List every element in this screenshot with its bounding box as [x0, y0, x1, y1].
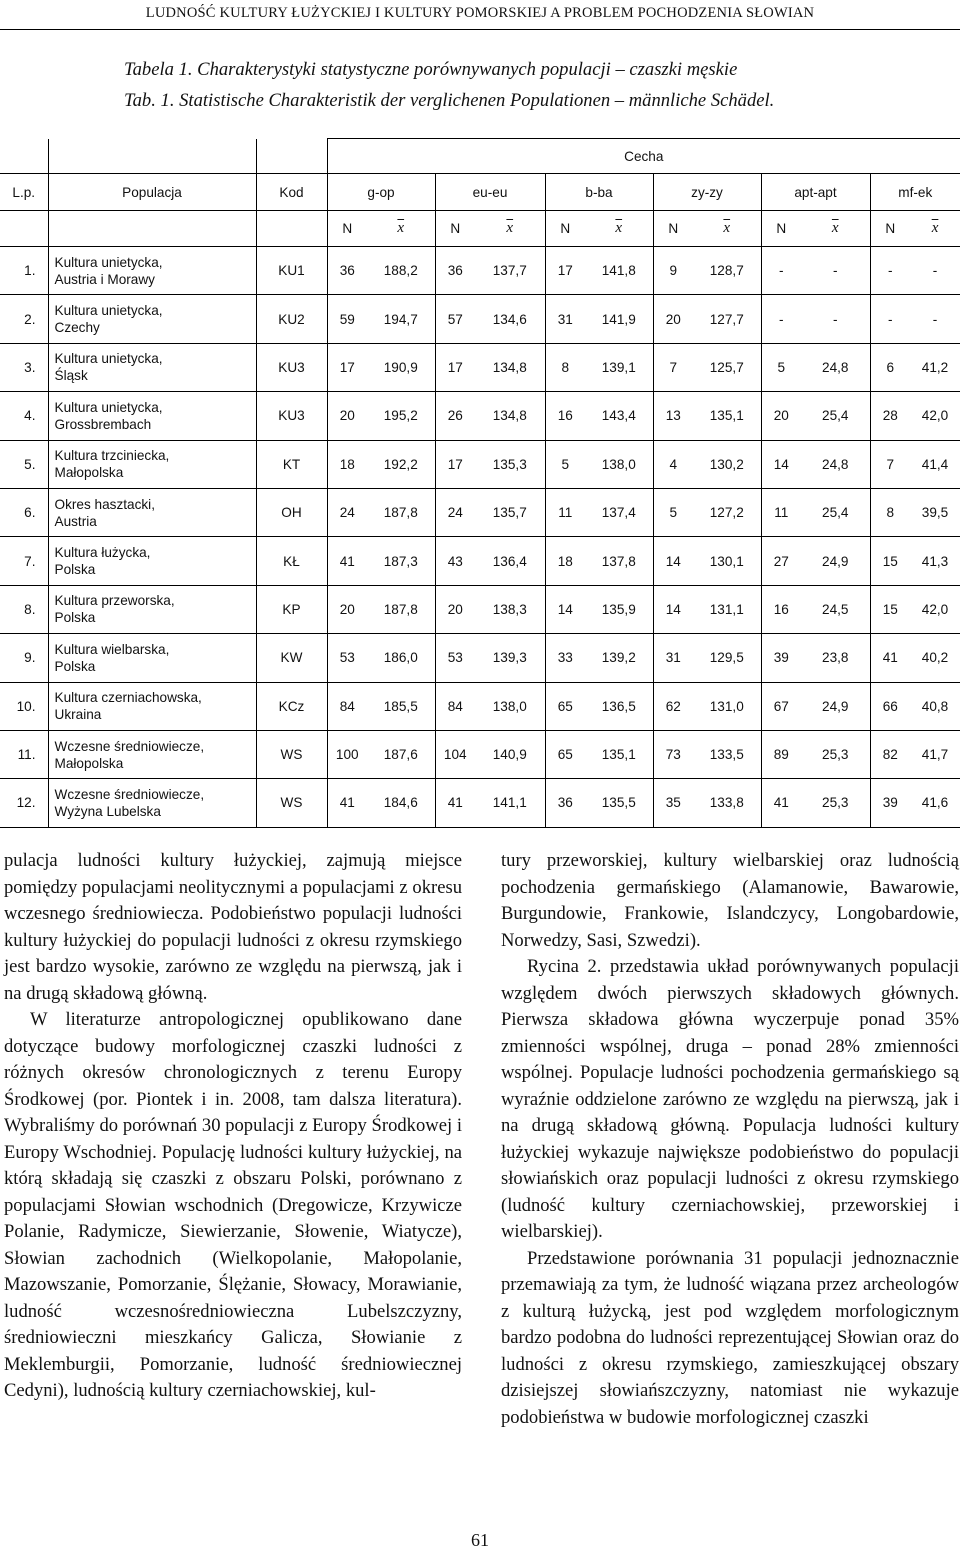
running-head: LUDNOŚĆ KULTURY ŁUŻYCKIEJ I KULTURY POMORSKIEJ A PROBLEM POCHODZENIA SŁOWIAN [0, 0, 960, 30]
table-row [0, 440, 960, 488]
population-region: Śląsk [54, 368, 88, 384]
cell-mean: 185,5 [367, 682, 435, 730]
cell-n: - [870, 295, 910, 343]
caption-german: Tab. 1. Statistische Charakteristik der verglichenen Populationen – männliche Schädel. [124, 90, 775, 111]
cell-mean: 194,7 [367, 295, 435, 343]
population-region: Czechy [54, 320, 100, 336]
population-name [48, 295, 256, 343]
population-code: KCz [256, 682, 327, 730]
cell-mean: 135,7 [475, 488, 545, 536]
cell-n: 17 [545, 247, 585, 295]
statistics-table [0, 138, 960, 828]
cell-mean: 138,0 [475, 682, 545, 730]
table-header-row [0, 174, 960, 211]
population-name [48, 634, 256, 682]
cell-n: 41 [870, 634, 910, 682]
cell-mean: 128,7 [693, 247, 761, 295]
cell-n: 20 [653, 295, 693, 343]
cell-n: 36 [327, 247, 367, 295]
cell-n: 20 [327, 392, 367, 440]
cell-n: 5 [653, 488, 693, 536]
cell-n: 36 [435, 247, 475, 295]
subheader-n: N [327, 211, 367, 247]
population-culture: Kultura trzciniecka, [54, 448, 170, 464]
cell-mean: 24,5 [801, 585, 870, 633]
population-name [48, 730, 256, 778]
cell-mean: 131,1 [693, 585, 761, 633]
population-name [48, 537, 256, 585]
population-code: KP [256, 585, 327, 633]
cell-mean: 134,8 [475, 343, 545, 391]
cell-mean: 42,0 [910, 585, 960, 633]
cell-n: 41 [435, 779, 475, 827]
row-number: 12. [0, 779, 48, 827]
cell-mean: 25,3 [801, 779, 870, 827]
population-culture: Okres hasztacki, [54, 496, 155, 512]
cell-n: - [870, 247, 910, 295]
table-row [0, 392, 960, 440]
cell-n: 66 [870, 682, 910, 730]
paragraph: Rycina 2. przedstawia układ porównywanych populacji względem dwóch pierwszych składowych głównych. Pierwsza składowa główna wyczerpuje ponad 35% zmienności wspólnej, druga – ponad 28% zmienności wspólnej. Populacje ludności pochodzenia germańskiego są wyraźnie oddzielone zarówno ze względu na pierwszą, jak i na drugą składową główną. Populacja ludności kultury łużyckiej wykazuje największe podobieństwo do populacji słowiańskich oraz populacji ludności z okresu rzymskiego (ludność kultury czerniachowskiej, przeworskiej i wielbarskiej). [501, 956, 959, 1242]
header-trait: zy-zy [653, 174, 761, 211]
cell-mean: 135,5 [585, 779, 653, 827]
cell-mean: 24,8 [801, 343, 870, 391]
cell-n: - [761, 247, 801, 295]
cell-mean: 137,8 [585, 537, 653, 585]
cell-n: 62 [653, 682, 693, 730]
cell-mean: 137,7 [475, 247, 545, 295]
cell-mean: 41,2 [910, 343, 960, 391]
cell-mean: 141,9 [585, 295, 653, 343]
cell-mean: 184,6 [367, 779, 435, 827]
population-region: Polska [54, 562, 96, 578]
table-row [0, 730, 960, 778]
row-number: 10. [0, 682, 48, 730]
cell-n: 41 [327, 537, 367, 585]
cell-mean: 41,3 [910, 537, 960, 585]
cell-mean: 39,5 [910, 488, 960, 536]
population-region: Polska [54, 610, 96, 626]
cell-mean: 190,9 [367, 343, 435, 391]
right-text-column [501, 848, 959, 1431]
population-culture: Kultura unietycka, [54, 303, 163, 319]
cell-n: 84 [327, 682, 367, 730]
population-name [48, 440, 256, 488]
cell-mean: 135,3 [475, 440, 545, 488]
population-culture: Kultura unietycka, [54, 399, 163, 415]
cell-mean: 187,8 [367, 585, 435, 633]
cell-mean: 25,4 [801, 488, 870, 536]
header-trait: eu-eu [435, 174, 545, 211]
cell-mean: 187,8 [367, 488, 435, 536]
header-trait: mf-ek [870, 174, 960, 211]
cell-n: 67 [761, 682, 801, 730]
row-number: 6. [0, 488, 48, 536]
cell-mean: 138,3 [475, 585, 545, 633]
cell-mean: 40,8 [910, 682, 960, 730]
population-code: KU3 [256, 392, 327, 440]
cell-n: 27 [761, 537, 801, 585]
population-culture: Kultura unietycka, [54, 351, 163, 367]
cell-n: 73 [653, 730, 693, 778]
cell-n: 41 [327, 779, 367, 827]
cell-n: 65 [545, 730, 585, 778]
header-cecha: Cecha [327, 139, 960, 174]
subheader-mean: $\overline{x}$ [506, 220, 514, 236]
subheader-mean: $\overline{x}$ [397, 220, 405, 236]
subheader-n: N [545, 211, 585, 247]
cell-mean: 141,1 [475, 779, 545, 827]
left-text-column [4, 848, 462, 1405]
population-region: Małopolska [54, 465, 124, 481]
cell-mean: 24,8 [801, 440, 870, 488]
cell-n: 24 [435, 488, 475, 536]
cell-n: 7 [653, 343, 693, 391]
cell-n: 14 [653, 537, 693, 585]
population-culture: Wczesne średniowiecze, [54, 738, 205, 754]
cell-mean: 134,6 [475, 295, 545, 343]
cell-mean: - [910, 247, 960, 295]
cell-mean: 137,4 [585, 488, 653, 536]
population-name [48, 247, 256, 295]
cell-mean: 134,8 [475, 392, 545, 440]
population-region: Małopolska [54, 755, 124, 771]
cell-n: 14 [761, 440, 801, 488]
row-number: 5. [0, 440, 48, 488]
cell-n: 26 [435, 392, 475, 440]
cell-mean: 24,9 [801, 682, 870, 730]
population-name [48, 682, 256, 730]
cell-mean: 188,2 [367, 247, 435, 295]
population-region: Ukraina [54, 707, 102, 723]
header-trait: b-ba [545, 174, 653, 211]
cell-n: 16 [545, 392, 585, 440]
cell-n: 6 [870, 343, 910, 391]
population-code: KU2 [256, 295, 327, 343]
cell-mean: 136,5 [585, 682, 653, 730]
cell-n: 11 [761, 488, 801, 536]
cell-mean: 138,0 [585, 440, 653, 488]
cell-mean: 133,8 [693, 779, 761, 827]
paragraph: W literaturze antropologicznej opublikowano dane dotyczące budowy morfologicznej czaszki ludności z różnych okresów chronologicznych z terenu Europy Środkowej (por. Piontek i in. 2008, tam dalsza literatura). Wybraliśmy do porównań 30 populacji z Europy Środkowej i Europy Wschodniej. Populację ludności kultury łużyckiej, na którą składają się czaszki z obszaru Polski, porównano z populacjami Słowian wschodnich (Dregowicze, Krzywicze Polanie, Radymicze, Siewierzanie, Słowenie, Wiatycze), Słowian zachodnich (Wielkopolanie, Małopolanie, Mazowszanie, Pomorzanie, Ślężanie, Słowacy, Morawianie, ludność wczesnośredniowieczna Lubelszczyzny, średniowieczni mieszkańcy Galicza, Słowianie z Meklemburgii, Pomorzanie, ludność średniowiecznej Cedyni), ludnością kultury czerniachowskiej, kul- [4, 1009, 462, 1401]
cell-mean: 135,1 [693, 392, 761, 440]
cell-n: 7 [870, 440, 910, 488]
subheader-mean: $\overline{x}$ [931, 220, 939, 236]
cell-mean: 24,9 [801, 537, 870, 585]
population-code: KU3 [256, 343, 327, 391]
cell-n: 8 [870, 488, 910, 536]
subheader-mean: $\overline{x}$ [831, 220, 839, 236]
cell-mean: - [910, 295, 960, 343]
population-region: Wyżyna Lubelska [54, 803, 161, 819]
cell-n: 14 [545, 585, 585, 633]
cell-mean: 136,4 [475, 537, 545, 585]
cell-n: 35 [653, 779, 693, 827]
cell-mean: 192,2 [367, 440, 435, 488]
row-number: 4. [0, 392, 48, 440]
table-row [0, 537, 960, 585]
population-code: WS [256, 779, 327, 827]
population-region: Austria i Morawy [54, 271, 155, 287]
cell-n: 18 [327, 440, 367, 488]
paragraph: Przedstawione porównania 31 populacji jednoznacznie przemawiają za tym, że ludność wiązana przez archeologów z kulturą łużycką, jest pod względem morfologicznym bardzo podobna do ludności reprezentującej Słowian oraz do ludności z okresu rzymskiego, zamieszkującej obszary dzisiejszej słowiańszczyzny, natomiast nie wykazuje podobieństwa w budowie morfologicznej czaszki [501, 1247, 959, 1428]
cell-n: 17 [435, 440, 475, 488]
cell-mean: 125,7 [693, 343, 761, 391]
population-name [48, 779, 256, 827]
cell-n: - [761, 295, 801, 343]
cell-mean: 139,3 [475, 634, 545, 682]
cell-mean: - [801, 295, 870, 343]
cell-mean: 131,0 [693, 682, 761, 730]
cell-mean: 129,5 [693, 634, 761, 682]
cell-n: 36 [545, 779, 585, 827]
cell-n: 53 [435, 634, 475, 682]
subheader-n: N [435, 211, 475, 247]
cell-mean: 141,8 [585, 247, 653, 295]
cell-n: 15 [870, 585, 910, 633]
population-culture: Kultura unietycka, [54, 254, 163, 270]
population-region: Grossbrembach [54, 416, 152, 432]
header-trait: g-op [327, 174, 435, 211]
cell-mean: 25,3 [801, 730, 870, 778]
cell-mean: 127,2 [693, 488, 761, 536]
cell-n: 57 [435, 295, 475, 343]
population-name [48, 585, 256, 633]
paragraph: tury przeworskiej, kultury wielbarskiej oraz ludnością pochodzenia germańskiego (Alamanowie, Bawarowie, Burgundowie, Frankowie, Islandczycy, Longobardowie, Norwedzy, Sasi, Szwedzi). [501, 850, 959, 951]
subheader-mean: $\overline{x}$ [615, 220, 623, 236]
cell-mean: 135,1 [585, 730, 653, 778]
caption-polish: Tabela 1. Charakterystyki statystyczne porównywanych populacji – czaszki męskie [124, 59, 738, 80]
cell-mean: 187,6 [367, 730, 435, 778]
cell-n: 4 [653, 440, 693, 488]
cell-mean: 143,4 [585, 392, 653, 440]
cell-n: 31 [653, 634, 693, 682]
cell-n: 8 [545, 343, 585, 391]
population-region: Austria [54, 513, 97, 529]
table-row [0, 247, 960, 295]
cell-n: 39 [870, 779, 910, 827]
cell-mean: 42,0 [910, 392, 960, 440]
row-number: 2. [0, 295, 48, 343]
cell-n: 20 [761, 392, 801, 440]
population-code: KT [256, 440, 327, 488]
row-number: 9. [0, 634, 48, 682]
table-subheader-row [0, 211, 960, 247]
cell-mean: 195,2 [367, 392, 435, 440]
cell-n: 11 [545, 488, 585, 536]
cell-n: 104 [435, 730, 475, 778]
cell-n: 14 [653, 585, 693, 633]
cell-n: 5 [761, 343, 801, 391]
row-number: 1. [0, 247, 48, 295]
population-name [48, 392, 256, 440]
cell-n: 65 [545, 682, 585, 730]
cell-n: 20 [327, 585, 367, 633]
cell-n: 17 [435, 343, 475, 391]
population-code: KU1 [256, 247, 327, 295]
cell-n: 89 [761, 730, 801, 778]
cell-n: 15 [870, 537, 910, 585]
population-culture: Wczesne średniowiecze, [54, 786, 205, 802]
table-row [0, 295, 960, 343]
cell-mean: 187,3 [367, 537, 435, 585]
cell-n: 53 [327, 634, 367, 682]
paragraph: pulacja ludności kultury łużyckiej, zajmują miejsce pomiędzy populacjami neolitycznymi a populacjami z okresu wczesnego średniowiecza. Podobieństwo populacji ludności kultury łużyckiej do populacji ludności z okresu rzymskiego jest bardzo wysokie, zarówno ze względu na pierwszą, jak i na drugą składową główną. [4, 850, 462, 1004]
cell-n: 13 [653, 392, 693, 440]
cell-mean: 130,2 [693, 440, 761, 488]
cell-n: 28 [870, 392, 910, 440]
cell-mean: 41,4 [910, 440, 960, 488]
population-culture: Kultura czerniachowska, [54, 690, 202, 706]
table-row [0, 343, 960, 391]
population-culture: Kultura wielbarska, [54, 641, 170, 657]
population-name [48, 488, 256, 536]
table-caption [124, 54, 924, 116]
table-row [0, 585, 960, 633]
cell-n: 82 [870, 730, 910, 778]
cell-mean: 140,9 [475, 730, 545, 778]
row-number: 3. [0, 343, 48, 391]
subheader-n: N [870, 211, 910, 247]
cell-mean: 25,4 [801, 392, 870, 440]
cell-n: 16 [761, 585, 801, 633]
population-name [48, 343, 256, 391]
cell-mean: 40,2 [910, 634, 960, 682]
cell-n: 24 [327, 488, 367, 536]
cell-n: 59 [327, 295, 367, 343]
cell-mean: 41,6 [910, 779, 960, 827]
population-region: Polska [54, 658, 96, 674]
population-code: OH [256, 488, 327, 536]
subheader-n: N [761, 211, 801, 247]
header-populacja: Populacja [48, 174, 256, 211]
header-kod: Kod [256, 174, 327, 211]
table-row [0, 488, 960, 536]
table-row [0, 634, 960, 682]
row-number: 8. [0, 585, 48, 633]
header-trait: apt-apt [761, 174, 870, 211]
cell-n: 31 [545, 295, 585, 343]
cell-n: 20 [435, 585, 475, 633]
table-row [0, 779, 960, 827]
row-number: 11. [0, 730, 48, 778]
population-culture: Kultura przeworska, [54, 593, 175, 609]
cell-mean: 139,1 [585, 343, 653, 391]
cell-n: 9 [653, 247, 693, 295]
population-code: KW [256, 634, 327, 682]
population-code: WS [256, 730, 327, 778]
cell-n: 5 [545, 440, 585, 488]
table-row [0, 682, 960, 730]
header-lp: L.p. [0, 174, 48, 211]
cell-mean: 135,9 [585, 585, 653, 633]
cell-n: 17 [327, 343, 367, 391]
cell-mean: 23,8 [801, 634, 870, 682]
subheader-n: N [653, 211, 693, 247]
row-number: 7. [0, 537, 48, 585]
cell-mean: 41,7 [910, 730, 960, 778]
cell-mean: 130,1 [693, 537, 761, 585]
cell-n: 43 [435, 537, 475, 585]
cell-n: 39 [761, 634, 801, 682]
cell-n: 33 [545, 634, 585, 682]
cell-mean: 127,7 [693, 295, 761, 343]
cell-mean: 139,2 [585, 634, 653, 682]
subheader-mean: $\overline{x}$ [723, 220, 731, 236]
population-culture: Kultura łużycka, [54, 545, 151, 561]
cell-mean: 133,5 [693, 730, 761, 778]
cell-mean: - [801, 247, 870, 295]
cell-n: 100 [327, 730, 367, 778]
cell-n: 84 [435, 682, 475, 730]
page-number: 61 [471, 1530, 489, 1550]
cell-mean: 186,0 [367, 634, 435, 682]
population-code: KŁ [256, 537, 327, 585]
cell-n: 41 [761, 779, 801, 827]
cell-n: 18 [545, 537, 585, 585]
